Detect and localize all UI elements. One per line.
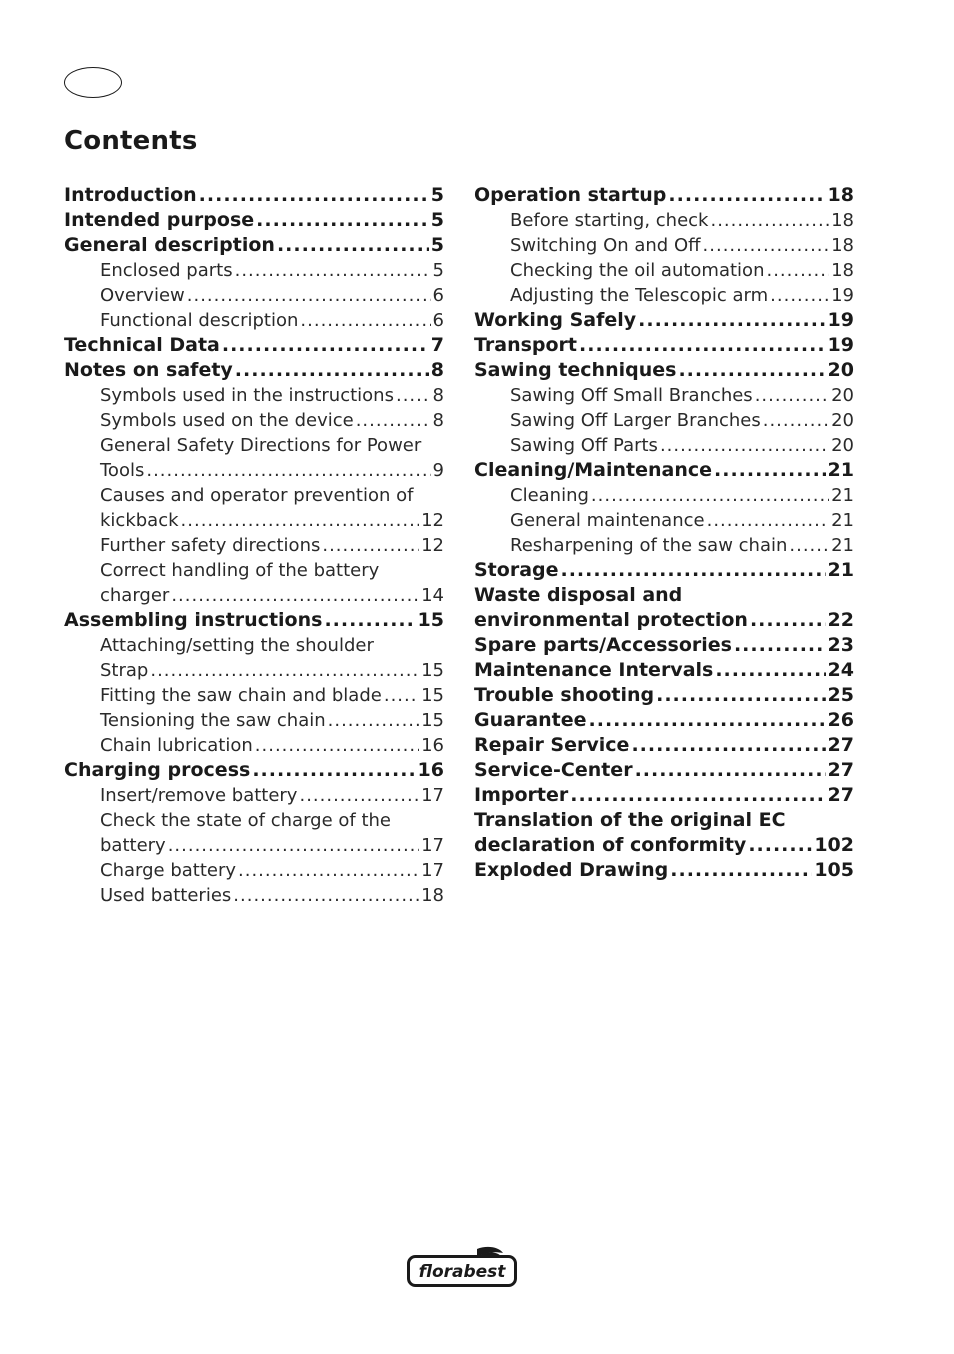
toc-entry-causes-and-operator-prevention-of	[64, 483, 444, 533]
toc-entry-used-batteries	[64, 883, 444, 908]
toc-entry-transport	[474, 333, 854, 358]
toc-entry-cleaning	[474, 483, 854, 508]
toc-page-number: 21	[831, 485, 854, 506]
toc-page-number: 5	[432, 260, 444, 281]
dot-leader	[707, 508, 830, 533]
toc-label: Further safety directions	[100, 535, 321, 556]
toc-label: Strap	[100, 660, 149, 681]
toc-label: Working Safely	[474, 309, 637, 331]
toc-page-number: 5	[430, 184, 444, 206]
toc-label: Assembling instructions	[64, 609, 323, 631]
toc-label: Charge battery	[100, 860, 237, 881]
toc-label: Cleaning/Maintenance	[474, 459, 713, 481]
toc-label: Fitting the saw chain and blade	[100, 685, 382, 706]
toc-page-number: 17	[421, 835, 444, 856]
toc-entry-sawing-off-larger-branches	[474, 408, 854, 433]
toc-label: Charging process	[64, 759, 251, 781]
toc-page-number: 19	[827, 334, 854, 356]
toc-label: Attaching/setting the shoulder	[100, 635, 374, 656]
toc-label: Chain lubrication	[100, 735, 253, 756]
toc-entry-overview	[64, 283, 444, 308]
toc-entry-guarantee	[474, 708, 854, 733]
dot-leader	[668, 183, 825, 208]
toc-page-number: 8	[432, 410, 444, 431]
dot-leader	[256, 208, 429, 233]
toc-page-number: 15	[421, 710, 444, 731]
dot-leader	[715, 658, 825, 683]
dot-leader	[222, 333, 429, 358]
toc-entry-general-safety-directions-for-power	[64, 433, 444, 483]
toc-entry-switching-on-and-off	[474, 233, 854, 258]
dot-leader	[146, 458, 430, 483]
toc-entry-sawing-off-parts	[474, 433, 854, 458]
toc-page-number: 20	[831, 385, 854, 406]
toc-label: environmental protection	[474, 609, 748, 631]
toc-label: Used batteries	[100, 885, 232, 906]
dot-leader	[187, 283, 431, 308]
language-badge	[64, 67, 122, 98]
toc-page-number: 9	[432, 460, 444, 481]
dot-leader	[763, 408, 829, 433]
toc-label: Intended purpose	[64, 209, 255, 231]
dot-leader	[181, 508, 420, 533]
toc-label: Service-Center	[474, 759, 633, 781]
toc-entry-service-center	[474, 758, 854, 783]
toc-label: Introduction	[64, 184, 197, 206]
toc-label: Sawing Off Larger Branches	[510, 410, 761, 431]
toc-page-number: 17	[421, 785, 444, 806]
toc-entry-exploded-drawing	[474, 858, 854, 883]
dot-leader	[748, 833, 812, 858]
toc-label: Before starting, check	[510, 210, 709, 231]
toc-label: Maintenance Intervals	[474, 659, 714, 681]
dot-leader	[635, 758, 826, 783]
toc-page-number: 102	[814, 834, 854, 856]
toc-entry-further-safety-directions	[64, 533, 444, 558]
toc-page-number: 27	[827, 784, 854, 806]
toc-label: Insert/remove battery	[100, 785, 298, 806]
toc-entry-cleaning-maintenance	[474, 458, 854, 483]
toc-entry-assembling-instructions	[64, 608, 444, 633]
toc-page-number: 18	[421, 885, 444, 906]
toc-entry-attaching-setting-the-shoulder	[64, 633, 444, 683]
toc-label: Tensioning the saw chain	[100, 710, 326, 731]
toc-entry-maintenance-intervals	[474, 658, 854, 683]
toc-label: Trouble shooting	[474, 684, 655, 706]
toc-label: Notes on safety	[64, 359, 233, 381]
toc-page-number: 22	[827, 609, 854, 631]
toc-entry-operation-startup	[474, 183, 854, 208]
toc-label: Enclosed parts	[100, 260, 233, 281]
dot-leader	[233, 883, 419, 908]
dot-leader	[277, 233, 429, 258]
dot-leader	[678, 358, 825, 383]
toc-entry-correct-handling-of-the-battery	[64, 558, 444, 608]
toc-label: Repair Service	[474, 734, 630, 756]
dot-leader	[384, 683, 419, 708]
toc-entry-symbols-used-on-the-device	[64, 408, 444, 433]
toc-entry-notes-on-safety	[64, 358, 444, 383]
toc-label: charger	[100, 585, 170, 606]
dot-leader	[252, 758, 415, 783]
toc-label: Tools	[100, 460, 145, 481]
toc-page-number: 6	[432, 285, 444, 306]
toc-entry-tensioning-the-saw-chain	[64, 708, 444, 733]
dot-leader	[766, 258, 829, 283]
toc-entry-insert-remove-battery	[64, 783, 444, 808]
toc-entry-resharpening-of-the-saw-chain	[474, 533, 854, 558]
toc-label: Sawing Off Small Branches	[510, 385, 753, 406]
toc-page-number: 15	[421, 685, 444, 706]
dot-leader	[324, 608, 415, 633]
dot-leader	[714, 458, 826, 483]
toc-entry-general-description	[64, 233, 444, 258]
toc-entry-spare-parts-accessories	[474, 633, 854, 658]
dot-leader	[579, 333, 826, 358]
toc-label: Guarantee	[474, 709, 587, 731]
toc-entry-before-starting-check	[474, 208, 854, 233]
dot-leader	[235, 258, 431, 283]
toc-entry-repair-service	[474, 733, 854, 758]
toc-entry-sawing-techniques	[474, 358, 854, 383]
toc-page-number: 21	[831, 510, 854, 531]
toc-column-left	[64, 183, 444, 908]
toc-entry-fitting-the-saw-chain-and-blade	[64, 683, 444, 708]
dot-leader	[770, 283, 829, 308]
toc-entry-charge-battery	[64, 858, 444, 883]
toc-label: Check the state of charge of the	[100, 810, 391, 831]
toc-label: Technical Data	[64, 334, 220, 356]
toc-label: Importer	[474, 784, 569, 806]
toc-label: Exploded Drawing	[474, 859, 669, 881]
toc-label: Operation startup	[474, 184, 667, 206]
toc-label: Spare parts/Accessories	[474, 634, 732, 656]
toc-page-number: 24	[827, 659, 854, 681]
toc-entry-trouble-shooting	[474, 683, 854, 708]
dot-leader	[199, 183, 429, 208]
dot-leader	[660, 433, 829, 458]
toc-entry-check-the-state-of-charge-of-the	[64, 808, 444, 858]
toc-page-number: 7	[430, 334, 444, 356]
dot-leader	[328, 708, 419, 733]
dot-leader	[356, 408, 431, 433]
toc-entry-introduction	[64, 183, 444, 208]
dot-leader	[255, 733, 419, 758]
dot-leader	[589, 708, 826, 733]
toc-label: General maintenance	[510, 510, 705, 531]
toc-page-number: 20	[831, 410, 854, 431]
dot-leader	[656, 683, 825, 708]
dot-leader	[750, 608, 826, 633]
toc-label: Storage	[474, 559, 559, 581]
dot-leader	[591, 483, 829, 508]
dot-leader	[171, 583, 419, 608]
toc-page-number: 27	[827, 759, 854, 781]
toc-entry-checking-the-oil-automation	[474, 258, 854, 283]
toc-label: Resharpening of the saw chain	[510, 535, 788, 556]
toc-page-number: 5	[430, 234, 444, 256]
toc-page-number: 15	[417, 609, 444, 631]
toc-entry-waste-disposal-and	[474, 583, 854, 633]
dot-leader	[710, 208, 829, 233]
toc-label: General description	[64, 234, 275, 256]
florabest-logo	[407, 1245, 517, 1287]
toc-entry-symbols-used-in-the-instructions	[64, 383, 444, 408]
dot-leader	[570, 783, 825, 808]
toc-label: Adjusting the Telescopic arm	[510, 285, 769, 306]
toc-label: Switching On and Off	[510, 235, 701, 256]
dot-leader	[755, 383, 829, 408]
toc-label: Symbols used on the device	[100, 410, 354, 431]
toc-label: Waste disposal and	[474, 584, 683, 606]
toc-label: Causes and operator prevention of	[100, 485, 414, 506]
toc-page-number: 21	[831, 535, 854, 556]
toc-page-number: 19	[827, 309, 854, 331]
toc-page-number: 21	[827, 559, 854, 581]
toc-page-number: 16	[417, 759, 444, 781]
toc-page-number: 18	[827, 184, 854, 206]
dot-leader	[322, 533, 419, 558]
toc-label: kickback	[100, 510, 179, 531]
dot-leader	[150, 658, 419, 683]
toc-page-number: 14	[421, 585, 444, 606]
toc-label: Symbols used in the instructions	[100, 385, 394, 406]
toc-entry-charging-process	[64, 758, 444, 783]
toc-label: declaration of conformity	[474, 834, 747, 856]
toc-label: Checking the oil automation	[510, 260, 765, 281]
toc-entry-working-safely	[474, 308, 854, 333]
toc-page-number: 21	[827, 459, 854, 481]
toc-entry-technical-data	[64, 333, 444, 358]
toc-page-number: 5	[430, 209, 444, 231]
toc-page-number: 12	[421, 535, 444, 556]
dot-leader	[670, 858, 812, 883]
toc-label: Transport	[474, 334, 578, 356]
toc-page-number: 12	[421, 510, 444, 531]
toc-page-number: 8	[432, 385, 444, 406]
dot-leader	[396, 383, 431, 408]
toc-page-number: 26	[827, 709, 854, 731]
toc-label: Translation of the original EC	[474, 809, 786, 831]
toc-page-number: 15	[421, 660, 444, 681]
dot-leader	[638, 308, 825, 333]
page-title: Contents	[64, 126, 198, 156]
toc-label: Overview	[100, 285, 185, 306]
toc-label: Cleaning	[510, 485, 589, 506]
toc-page-number: 19	[831, 285, 854, 306]
toc-page-number: 18	[831, 235, 854, 256]
toc-entry-adjusting-the-telescopic-arm	[474, 283, 854, 308]
toc-page-number: 20	[831, 435, 854, 456]
dot-leader	[703, 233, 830, 258]
dot-leader	[299, 783, 419, 808]
toc-entry-storage	[474, 558, 854, 583]
toc-entry-enclosed-parts	[64, 258, 444, 283]
dot-leader	[631, 733, 825, 758]
dot-leader	[300, 308, 430, 333]
toc-entry-translation-of-the-original-ec	[474, 808, 854, 858]
dot-leader	[168, 833, 419, 858]
toc-label: General Safety Directions for Power	[100, 435, 422, 456]
toc-entry-functional-description	[64, 308, 444, 333]
toc-label: Functional description	[100, 310, 299, 331]
dot-leader	[789, 533, 829, 558]
toc-label: Correct handling of the battery	[100, 560, 380, 581]
toc-page-number: 8	[430, 359, 444, 381]
svg-text:florabest: florabest	[418, 1262, 506, 1282]
toc-page-number: 6	[432, 310, 444, 331]
toc-entry-intended-purpose	[64, 208, 444, 233]
toc-label: Sawing Off Parts	[510, 435, 658, 456]
toc-page-number: 16	[421, 735, 444, 756]
toc-page-number: 18	[831, 210, 854, 231]
toc-page-number: 18	[831, 260, 854, 281]
toc-page-number: 23	[827, 634, 854, 656]
toc-column-right	[474, 183, 854, 883]
toc-entry-general-maintenance	[474, 508, 854, 533]
dot-leader	[734, 633, 826, 658]
dot-leader	[238, 858, 419, 883]
toc-page-number: 17	[421, 860, 444, 881]
toc-page-number: 105	[814, 859, 854, 881]
toc-page-number: 20	[827, 359, 854, 381]
toc-label: battery	[100, 835, 166, 856]
toc-entry-sawing-off-small-branches	[474, 383, 854, 408]
dot-leader	[561, 558, 826, 583]
toc-entry-chain-lubrication	[64, 733, 444, 758]
toc-page-number: 25	[827, 684, 854, 706]
toc-label: Sawing techniques	[474, 359, 677, 381]
toc-page-number: 27	[827, 734, 854, 756]
toc-entry-importer	[474, 783, 854, 808]
dot-leader	[235, 358, 429, 383]
